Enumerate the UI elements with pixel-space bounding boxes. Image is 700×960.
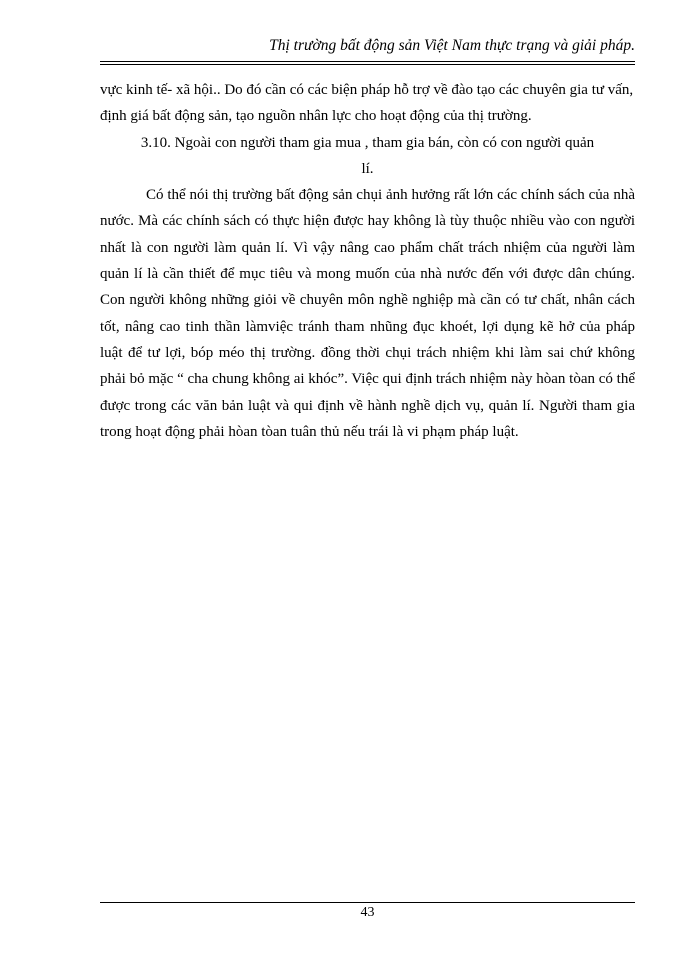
body-text (100, 77, 635, 445)
header-rule-secondary (100, 64, 635, 65)
running-header: Thị trường bất động sản Việt Nam thực trạng và giải pháp. (269, 37, 635, 54)
section-heading: 3.10. Ngoài con người tham gia mua , tham gia bán, còn có con người quản lí. (140, 134, 595, 177)
page-number: 43 (360, 905, 375, 920)
body-paragraph: Có thể nói thị trường bất động sản chụi ảnh hưởng rất lớn các chính sách của nhà nước. Mà các chính sách có thực hiện được hay không là tùy thuộc nhiều vào con người nhất là con người làm quản lí. Vì vậy nâng cao phẩm chất trách nhiệm của người làm quản lí là cần thiết để mục tiêu và mong muốn của nhà nước đến với được dân chúng. Con người không những giỏi về chuyên môn nghề nghiệp mà cần có tư chất, nhân cách tốt, nâng cao tinh thần làmviệc tránh tham nhũng đục khoét, lợi dụng kẽ hở của pháp luật để tư lợi, bóp méo thị trường. đồng thời chụi trách nhiệm khi làm sai chứ không phải bỏ mặc “ cha chung không ai khóc”. Việc qui định trách nhiệm này hòan tòan có thể được trong các văn bản luật và qui định về hành nghề dịch vụ, quản lí. Người tham gia trong hoạt động phải hòan tòan tuân thủ nếu trái là vi phạm pháp luật. (100, 187, 635, 440)
footer-rule (100, 902, 635, 903)
continuation-paragraph: vực kinh tế- xã hội.. Do đó cần có các biện pháp hỗ trợ về đào tạo các chuyên gia tư vấn, định giá bất động sản, tạo nguồn nhân lực cho hoạt động của thị trường. (100, 82, 634, 125)
header-rule (100, 61, 635, 62)
